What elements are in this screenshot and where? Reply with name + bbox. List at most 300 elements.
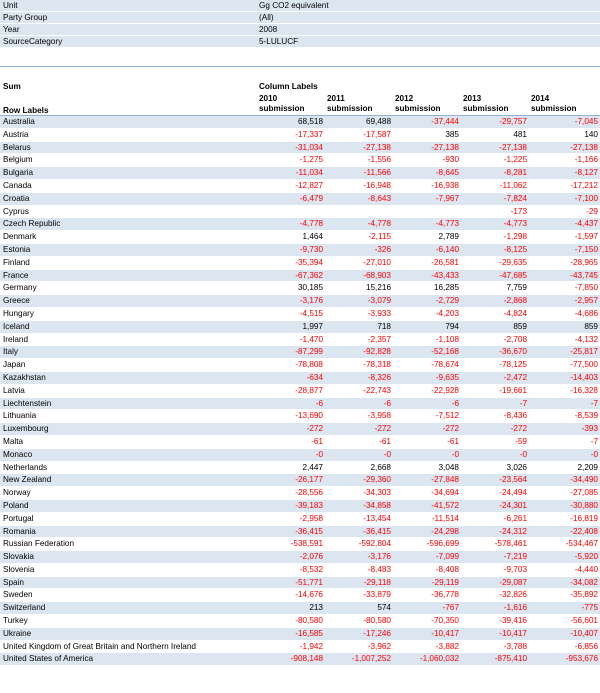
table-cell: -767 bbox=[442, 603, 459, 613]
table-cell: -534,467 bbox=[565, 539, 598, 549]
row-label[interactable]: Belgium bbox=[3, 155, 33, 165]
table-cell: -36,415 bbox=[363, 526, 391, 536]
filter-row bbox=[0, 24, 600, 36]
table-cell: -10,407 bbox=[570, 628, 598, 638]
table-cell: -27,085 bbox=[570, 488, 598, 498]
table-cell: -7,850 bbox=[574, 283, 598, 293]
table-cell: -80,580 bbox=[295, 616, 323, 626]
table-row bbox=[0, 385, 600, 398]
filter-key: SourceCategory bbox=[3, 37, 63, 46]
row-label[interactable]: Japan bbox=[3, 360, 26, 370]
table-cell: -27,010 bbox=[363, 257, 391, 267]
table-cell: -34,694 bbox=[431, 488, 459, 498]
row-label[interactable]: Belarus bbox=[3, 142, 31, 152]
filter-key: Year bbox=[3, 25, 20, 34]
table-row bbox=[0, 474, 600, 487]
table-cell: -4,778 bbox=[299, 219, 323, 229]
table-cell: 30,185 bbox=[297, 283, 323, 293]
table-cell: 3,026 bbox=[506, 462, 527, 472]
table-row bbox=[0, 653, 600, 666]
row-label[interactable]: Cyprus bbox=[3, 206, 29, 216]
table-row bbox=[0, 295, 600, 308]
table-row bbox=[0, 398, 600, 411]
filter-key: Unit bbox=[3, 1, 18, 10]
table-cell: -9,703 bbox=[503, 564, 527, 574]
table-cell: -77,500 bbox=[570, 360, 598, 370]
row-label[interactable]: Luxembourg bbox=[3, 424, 49, 434]
table-cell: -11,566 bbox=[363, 168, 391, 178]
table-cell: -578,461 bbox=[494, 539, 527, 549]
table-cell: -12,827 bbox=[295, 180, 323, 190]
table-cell: -3,962 bbox=[367, 641, 391, 651]
table-cell: -7,099 bbox=[435, 552, 459, 562]
table-cell: -9,730 bbox=[299, 244, 323, 254]
column-header[interactable] bbox=[529, 93, 600, 115]
table-cell: -34,490 bbox=[570, 475, 598, 485]
row-label[interactable]: Portugal bbox=[3, 513, 34, 523]
table-cell: -1,060,032 bbox=[419, 654, 459, 664]
table-cell: -1,108 bbox=[435, 334, 459, 344]
table-cell: -92,828 bbox=[363, 347, 391, 357]
table-cell: -3,933 bbox=[367, 308, 391, 318]
table-row bbox=[0, 257, 600, 270]
table-cell: -16,938 bbox=[431, 180, 459, 190]
table-cell: -3,176 bbox=[367, 552, 391, 562]
table-cell: -272 bbox=[374, 424, 391, 434]
table-row bbox=[0, 628, 600, 641]
table-cell: -8,125 bbox=[503, 244, 527, 254]
table-row bbox=[0, 513, 600, 526]
table-cell: -930 bbox=[442, 155, 459, 165]
table-cell: -7,967 bbox=[435, 193, 459, 203]
table-cell: -5,920 bbox=[574, 552, 598, 562]
table-cell: -24,494 bbox=[499, 488, 527, 498]
table-cell: -634 bbox=[306, 372, 323, 382]
table-row bbox=[0, 551, 600, 564]
row-label[interactable]: Iceland bbox=[3, 321, 30, 331]
table-cell: -4,440 bbox=[574, 564, 598, 574]
column-header[interactable] bbox=[461, 93, 529, 115]
filter-value[interactable]: Gg CO2 equivalent bbox=[259, 1, 329, 10]
table-cell: -2,115 bbox=[368, 232, 391, 242]
table-cell: -78,808 bbox=[295, 360, 323, 370]
table-cell: -272 bbox=[442, 424, 459, 434]
table-cell: -16,948 bbox=[363, 180, 391, 190]
table-cell: -24,301 bbox=[499, 500, 527, 510]
row-label[interactable]: France bbox=[3, 270, 29, 280]
filter-value[interactable]: 2008 bbox=[259, 25, 278, 34]
table-cell: -31,034 bbox=[295, 142, 323, 152]
table-cell: -23,564 bbox=[499, 475, 527, 485]
row-labels-text: Row Labels bbox=[3, 106, 49, 115]
table-cell: -39,416 bbox=[499, 616, 527, 626]
row-label[interactable]: Finland bbox=[3, 257, 30, 267]
table-cell: -7,824 bbox=[503, 193, 527, 203]
column-header[interactable] bbox=[257, 93, 325, 115]
table-row bbox=[0, 116, 600, 129]
row-label[interactable]: Kazakhstan bbox=[3, 372, 46, 382]
row-label[interactable]: Austria bbox=[3, 129, 29, 139]
table-cell: -37,444 bbox=[431, 117, 459, 126]
table-cell: -8,643 bbox=[367, 193, 391, 203]
table-cell: -4,824 bbox=[503, 308, 527, 318]
table-cell: -33,879 bbox=[363, 590, 391, 600]
table-cell: -4,778 bbox=[367, 219, 391, 229]
table-cell: -29,635 bbox=[499, 257, 527, 267]
column-header[interactable] bbox=[325, 93, 393, 115]
table-cell: -78,318 bbox=[363, 360, 391, 370]
table-cell: -27,138 bbox=[363, 142, 391, 152]
table-cell: -34,082 bbox=[570, 577, 598, 587]
table-row bbox=[0, 410, 600, 423]
table-cell: -4,773 bbox=[435, 219, 459, 229]
table-row bbox=[0, 334, 600, 347]
column-submission: submission bbox=[259, 104, 305, 113]
row-label[interactable]: Slovenia bbox=[3, 564, 35, 574]
table-cell: -17,587 bbox=[363, 129, 391, 139]
column-year: 2014 bbox=[531, 94, 550, 103]
filter-value[interactable]: 5-LULUCF bbox=[259, 37, 299, 46]
table-cell: -11,062 bbox=[499, 180, 527, 190]
table-cell: -32,826 bbox=[499, 590, 527, 600]
table-cell: -4,132 bbox=[574, 334, 598, 344]
table-cell: -9,635 bbox=[435, 372, 459, 382]
table-row bbox=[0, 615, 600, 628]
table-cell: -16,328 bbox=[570, 385, 598, 395]
table-row bbox=[0, 142, 600, 155]
table-cell: -29,360 bbox=[363, 475, 391, 485]
row-label[interactable]: Slovakia bbox=[3, 552, 34, 562]
table-cell: -0 bbox=[383, 449, 391, 459]
table-cell: 385 bbox=[445, 129, 459, 139]
table-cell: -34,303 bbox=[363, 488, 391, 498]
table-cell: -2,357 bbox=[367, 334, 391, 344]
row-label[interactable]: Canada bbox=[3, 180, 32, 190]
table-cell: -8,127 bbox=[574, 168, 598, 178]
table-cell: -953,676 bbox=[565, 654, 598, 664]
row-label[interactable]: Bulgaria bbox=[3, 168, 34, 178]
table-cell: -8,408 bbox=[435, 564, 459, 574]
table-cell: -3,079 bbox=[367, 296, 391, 306]
table-cell: -2,958 bbox=[299, 513, 323, 523]
table-cell: -326 bbox=[374, 244, 391, 254]
row-label[interactable]: Spain bbox=[3, 577, 24, 587]
table-cell: -14,676 bbox=[295, 590, 323, 600]
table-cell: -4,203 bbox=[435, 308, 459, 318]
row-label[interactable]: Turkey bbox=[3, 616, 28, 626]
sum-label: Sum bbox=[3, 82, 21, 91]
table-cell: -538,591 bbox=[290, 539, 323, 549]
table-cell: -875,410 bbox=[494, 654, 527, 664]
table-cell: -2,708 bbox=[503, 334, 527, 344]
table-cell: -29,757 bbox=[499, 117, 527, 126]
table-cell: -1,275 bbox=[299, 155, 323, 165]
table-row bbox=[0, 308, 600, 321]
table-cell: -35,892 bbox=[570, 590, 598, 600]
table-cell: -36,670 bbox=[499, 347, 527, 357]
table-row bbox=[0, 436, 600, 449]
row-label[interactable]: Greece bbox=[3, 296, 30, 306]
table-cell: -6,261 bbox=[503, 513, 527, 523]
table-row bbox=[0, 462, 600, 475]
row-label[interactable]: Australia bbox=[3, 117, 35, 126]
table-cell: -6,479 bbox=[299, 193, 323, 203]
table-cell: -52,168 bbox=[431, 347, 459, 357]
table-cell: -22,408 bbox=[570, 526, 598, 536]
row-label[interactable]: United Kingdom of Great Britain and Northern Ireland bbox=[3, 641, 196, 651]
table-row bbox=[0, 129, 600, 142]
table-cell: 1,997 bbox=[302, 321, 323, 331]
table-cell: -2,472 bbox=[503, 372, 527, 382]
table-cell: -8,645 bbox=[435, 168, 459, 178]
row-label[interactable]: Croatia bbox=[3, 193, 30, 203]
table-cell: -59 bbox=[515, 436, 527, 446]
filter-value[interactable]: (All) bbox=[259, 13, 274, 22]
table-row bbox=[0, 526, 600, 539]
pivot-filters bbox=[0, 0, 600, 48]
table-cell: -1,470 bbox=[299, 334, 323, 344]
table-cell: -19,661 bbox=[499, 385, 527, 395]
table-row bbox=[0, 346, 600, 359]
table-cell: -29,118 bbox=[363, 577, 391, 587]
table-row bbox=[0, 538, 600, 551]
table-cell: 68,518 bbox=[297, 117, 323, 126]
table-cell: -1,942 bbox=[299, 641, 323, 651]
row-label[interactable]: Monaco bbox=[3, 449, 33, 459]
table-cell: -1,556 bbox=[367, 155, 391, 165]
table-cell: -16,819 bbox=[570, 513, 598, 523]
table-cell: -28,965 bbox=[570, 257, 598, 267]
table-cell: -70,350 bbox=[431, 616, 459, 626]
row-label[interactable]: Ireland bbox=[3, 334, 29, 344]
table-row bbox=[0, 167, 600, 180]
table-cell: -1,616 bbox=[503, 603, 527, 613]
table-cell: -25,817 bbox=[570, 347, 598, 357]
table-cell: -47,685 bbox=[499, 270, 527, 280]
column-year: 2012 bbox=[395, 94, 414, 103]
table-row bbox=[0, 282, 600, 295]
table-cell: -8,539 bbox=[574, 411, 598, 421]
table-cell: -87,299 bbox=[295, 347, 323, 357]
table-cell: 794 bbox=[445, 321, 459, 331]
table-row bbox=[0, 180, 600, 193]
table-cell: -0 bbox=[451, 449, 459, 459]
table-row bbox=[0, 487, 600, 500]
table-cell: -2,957 bbox=[574, 296, 598, 306]
row-label[interactable]: Estonia bbox=[3, 244, 31, 254]
table-cell: -13,690 bbox=[295, 411, 323, 421]
table-row bbox=[0, 244, 600, 257]
column-year: 2010 bbox=[259, 94, 278, 103]
filter-key: Party Group bbox=[3, 13, 48, 22]
table-cell: -8,326 bbox=[367, 372, 391, 382]
table-row bbox=[0, 372, 600, 385]
table-cell: -1,298 bbox=[503, 232, 527, 242]
row-label[interactable]: Hungary bbox=[3, 308, 34, 318]
table-cell: -11,034 bbox=[295, 168, 323, 178]
table-cell: -34,858 bbox=[363, 500, 391, 510]
table-cell: -11,514 bbox=[431, 513, 459, 523]
table-row bbox=[0, 321, 600, 334]
table-cell: -24,312 bbox=[499, 526, 527, 536]
table-cell: 574 bbox=[377, 603, 391, 613]
table-cell: -3,958 bbox=[367, 411, 391, 421]
row-label[interactable]: Sweden bbox=[3, 590, 33, 600]
table-cell: -775 bbox=[581, 603, 598, 613]
table-cell: 1,464 bbox=[302, 232, 323, 242]
table-cell: -36,415 bbox=[295, 526, 323, 536]
table-cell: -14,403 bbox=[570, 372, 598, 382]
filter-row bbox=[0, 12, 600, 24]
table-cell: 3,048 bbox=[438, 462, 459, 472]
table-cell: -29 bbox=[586, 206, 598, 216]
table-cell: -28,556 bbox=[295, 488, 323, 498]
table-cell bbox=[325, 206, 393, 218]
row-label[interactable]: Latvia bbox=[3, 385, 25, 395]
table-row bbox=[0, 359, 600, 372]
table-cell: -27,138 bbox=[431, 142, 459, 152]
table-cell: -3,176 bbox=[299, 296, 323, 306]
table-cell: -22,743 bbox=[363, 385, 391, 395]
row-label[interactable]: United States of America bbox=[3, 654, 94, 664]
table-cell: -6 bbox=[383, 398, 391, 408]
table-cell: 15,216 bbox=[365, 283, 391, 293]
row-label[interactable]: Russian Federation bbox=[3, 539, 74, 549]
row-label[interactable]: Denmark bbox=[3, 232, 37, 242]
row-label[interactable]: Ukraine bbox=[3, 628, 32, 638]
table-cell: -61 bbox=[447, 436, 459, 446]
table-cell: -26,581 bbox=[431, 257, 459, 267]
pivot-header-columns bbox=[0, 93, 600, 115]
table-cell: 140 bbox=[584, 129, 598, 139]
table-cell: -393 bbox=[581, 424, 598, 434]
pivot-header-top bbox=[0, 81, 600, 93]
table-cell: -0 bbox=[519, 449, 527, 459]
table-cell: 481 bbox=[513, 129, 527, 139]
table-cell: -30,880 bbox=[570, 500, 598, 510]
table-cell: -24,298 bbox=[431, 526, 459, 536]
table-cell: 2,668 bbox=[370, 462, 391, 472]
table-cell: -1,597 bbox=[574, 232, 598, 242]
table-row bbox=[0, 193, 600, 206]
table-cell: -56,601 bbox=[570, 616, 598, 626]
table-cell: 2,447 bbox=[302, 462, 323, 472]
pivot-body bbox=[0, 116, 600, 666]
row-label[interactable]: Netherlands bbox=[3, 462, 48, 472]
table-cell: -10,417 bbox=[431, 628, 459, 638]
table-cell: -27,138 bbox=[570, 142, 598, 152]
table-cell: -8,281 bbox=[503, 168, 527, 178]
table-cell: -1,225 bbox=[503, 155, 527, 165]
table-cell: -13,454 bbox=[363, 513, 391, 523]
table-cell: -10,417 bbox=[499, 628, 527, 638]
table-row bbox=[0, 577, 600, 590]
table-cell: -2,729 bbox=[435, 296, 459, 306]
table-cell: -7 bbox=[590, 436, 598, 446]
row-label[interactable]: Switzerland bbox=[3, 603, 46, 613]
table-cell: -0 bbox=[590, 449, 598, 459]
column-submission: submission bbox=[395, 104, 441, 113]
table-cell: -29,087 bbox=[499, 577, 527, 587]
column-labels-header[interactable]: Column Labels bbox=[259, 82, 318, 91]
table-cell: -26,177 bbox=[295, 475, 323, 485]
column-year: 2013 bbox=[463, 94, 482, 103]
table-cell: -17,246 bbox=[363, 628, 391, 638]
table-row bbox=[0, 500, 600, 513]
column-year: 2011 bbox=[327, 94, 345, 103]
table-row bbox=[0, 449, 600, 462]
table-cell: -80,580 bbox=[363, 616, 391, 626]
table-cell: -61 bbox=[311, 436, 323, 446]
table-row bbox=[0, 206, 600, 219]
row-labels-header[interactable] bbox=[0, 93, 257, 115]
table-cell: -43,745 bbox=[570, 270, 598, 280]
table-cell: -596,699 bbox=[426, 539, 459, 549]
pivot-table bbox=[0, 81, 600, 666]
table-cell: -41,572 bbox=[431, 500, 459, 510]
table-cell: 718 bbox=[377, 321, 391, 331]
table-cell bbox=[393, 206, 461, 218]
separator-line bbox=[0, 66, 600, 67]
table-cell: -3,788 bbox=[503, 641, 527, 651]
row-label[interactable]: Liechtenstein bbox=[3, 398, 52, 408]
table-cell: 859 bbox=[513, 321, 527, 331]
row-label[interactable]: Germany bbox=[3, 283, 37, 293]
row-label[interactable]: Norway bbox=[3, 488, 31, 498]
table-cell: -4,515 bbox=[299, 308, 323, 318]
table-cell: -22,928 bbox=[431, 385, 459, 395]
table-cell: -7 bbox=[519, 398, 527, 408]
table-cell: -51,771 bbox=[295, 577, 323, 587]
filter-row bbox=[0, 0, 600, 12]
table-cell: -27,138 bbox=[499, 142, 527, 152]
row-label[interactable]: Italy bbox=[3, 347, 19, 357]
table-cell: -8,532 bbox=[299, 564, 323, 574]
table-cell: -17,337 bbox=[295, 129, 323, 139]
table-cell: -7,100 bbox=[574, 193, 598, 203]
row-label[interactable]: Romania bbox=[3, 526, 36, 536]
table-cell: -28,877 bbox=[295, 385, 323, 395]
table-cell: -7,150 bbox=[574, 244, 598, 254]
table-cell: -39,183 bbox=[295, 500, 323, 510]
row-label[interactable]: New Zealand bbox=[3, 475, 52, 485]
row-label[interactable]: Malta bbox=[3, 436, 24, 446]
table-cell: -7,219 bbox=[503, 552, 527, 562]
table-cell: -6 bbox=[315, 398, 323, 408]
row-label[interactable]: Lithuania bbox=[3, 411, 37, 421]
column-header[interactable] bbox=[393, 93, 461, 115]
table-row bbox=[0, 641, 600, 654]
table-cell: 213 bbox=[309, 603, 323, 613]
row-label[interactable]: Czech Republic bbox=[3, 219, 61, 229]
table-cell: -592,804 bbox=[358, 539, 391, 549]
table-cell: -3,882 bbox=[435, 641, 459, 651]
table-cell: -2,076 bbox=[299, 552, 323, 562]
table-cell bbox=[257, 206, 325, 218]
table-row bbox=[0, 589, 600, 602]
table-cell: -43,433 bbox=[431, 270, 459, 280]
table-cell: -27,848 bbox=[431, 475, 459, 485]
table-row bbox=[0, 423, 600, 436]
table-cell: 16,285 bbox=[433, 283, 459, 293]
table-cell: -908,148 bbox=[290, 654, 323, 664]
table-cell: -4,686 bbox=[574, 308, 598, 318]
table-cell: -35,394 bbox=[295, 257, 323, 267]
table-cell: -1,007,252 bbox=[351, 654, 391, 664]
row-label[interactable]: Poland bbox=[3, 500, 29, 510]
table-cell: -272 bbox=[510, 424, 527, 434]
table-cell: -68,903 bbox=[363, 270, 391, 280]
